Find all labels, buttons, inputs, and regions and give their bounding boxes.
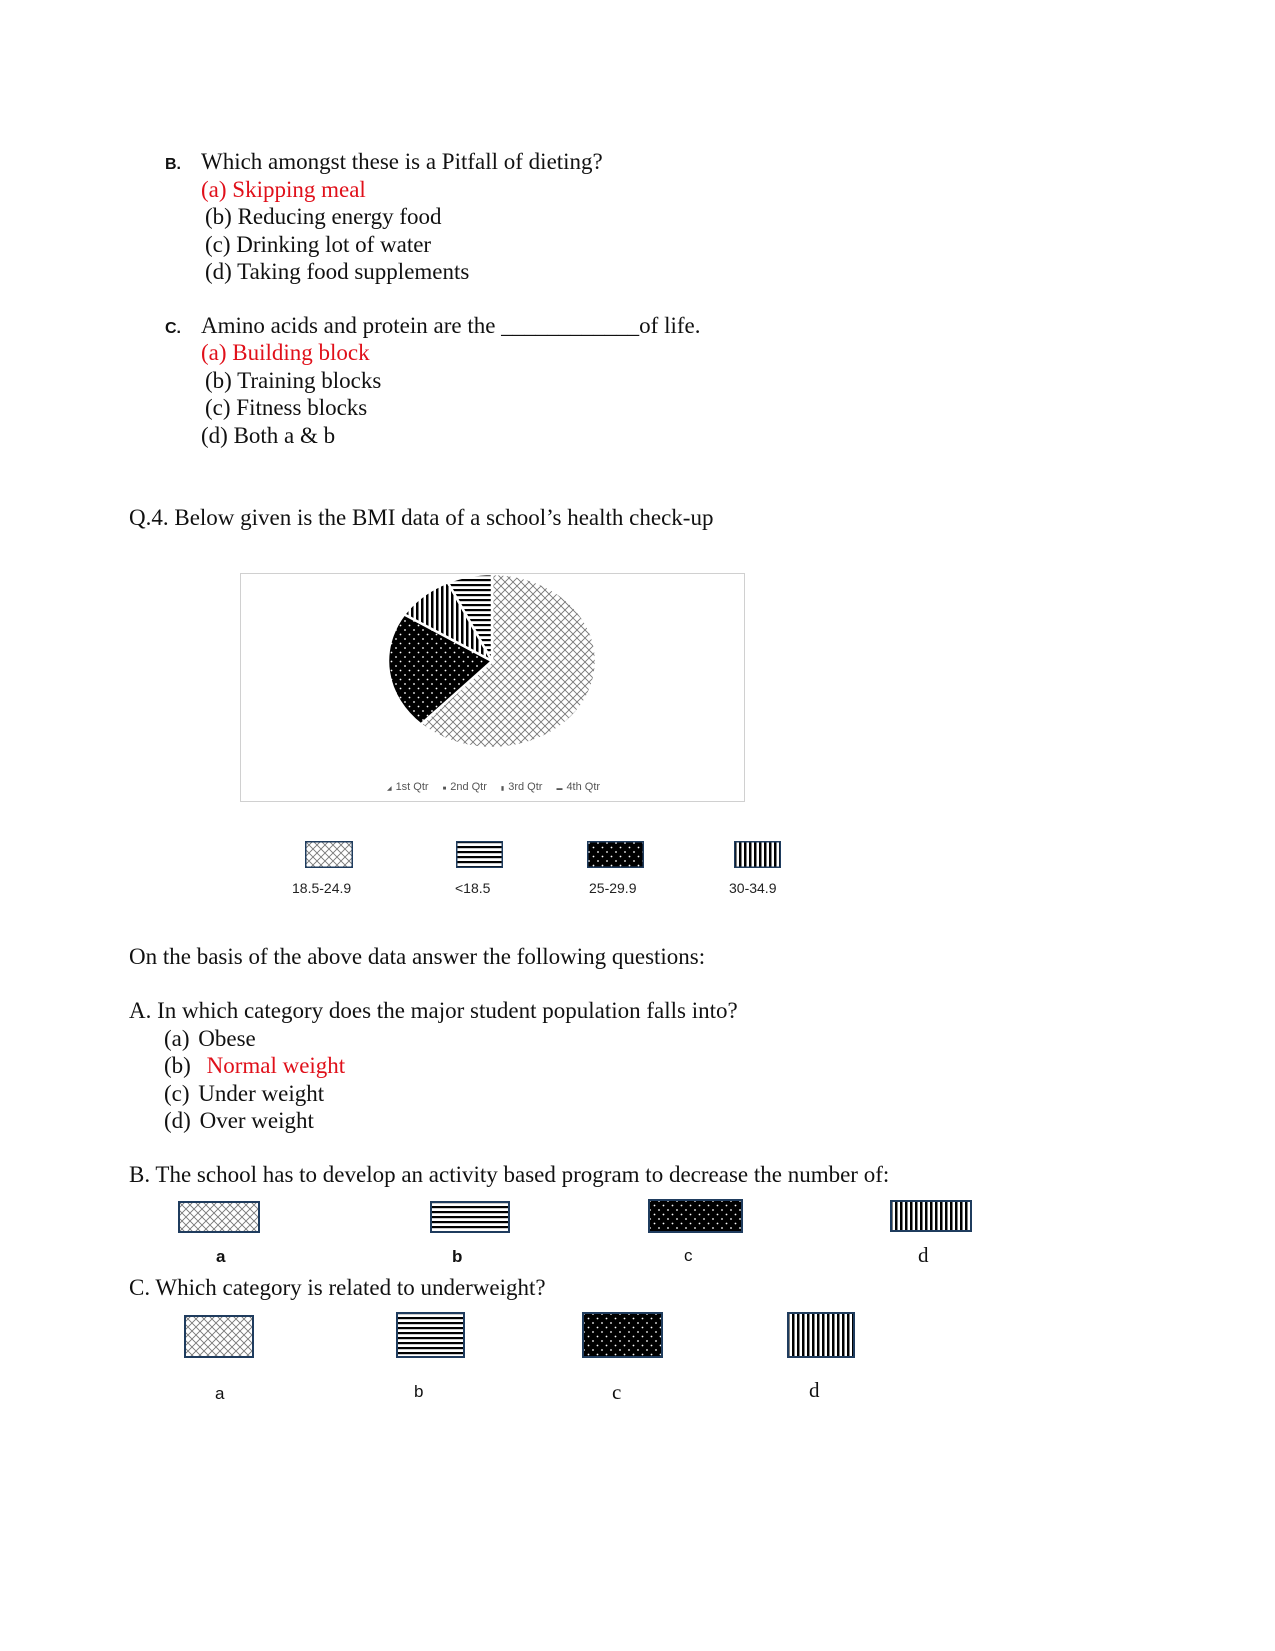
question-c-option-d: (d) Both a & b [201, 423, 336, 448]
legend-marker-icon: ◢ [386, 786, 392, 792]
legend-marker-icon: ▮ [500, 786, 505, 792]
pie-chart [241, 574, 743, 800]
pie-legend-label: 3rd Qtr [508, 781, 543, 793]
question-letter-b: B. [165, 156, 181, 173]
question-letter-c: C. [165, 320, 181, 337]
question-b2-choice-d-label: d [918, 1243, 929, 1267]
pie-legend-label: 4th Qtr [566, 781, 601, 793]
question-c-text: Amino acids and protein are the ____________of life. [201, 313, 701, 338]
option-prefix: (b) [164, 1053, 191, 1078]
bmi-key-swatch-normal [305, 841, 353, 873]
legend-marker-icon: ■ [442, 786, 447, 792]
option-label: Normal weight [206, 1053, 346, 1078]
pie-legend [241, 777, 746, 795]
pie-legend-label: 2nd Qtr [450, 781, 487, 793]
question-c-option-a: (a) Building block [201, 340, 370, 365]
question-b2-choice-b-label: b [452, 1247, 463, 1266]
question-b-option-a: (a) Skipping meal [201, 177, 366, 202]
question-b2-choice-a-label: a [216, 1247, 226, 1266]
question-c2-choice-d-label: d [809, 1378, 820, 1402]
instructions-text: On the basis of the above data answer the following questions: [129, 944, 706, 969]
option-label: Under weight [198, 1081, 325, 1106]
question-c2-choice-b-swatch[interactable] [396, 1312, 465, 1363]
q4-heading: Q.4. Below given is the BMI data of a school’s health check-up [129, 505, 714, 530]
question-b2-choice-a-swatch[interactable] [178, 1201, 260, 1238]
question-b2-choice-c-label: c [684, 1246, 693, 1265]
question-c2-choice-b-label: b [414, 1382, 424, 1401]
question-b-option-d: (d) Taking food supplements [205, 259, 470, 284]
bmi-key-label-over: 25-29.9 [589, 880, 637, 896]
question-b2-choice-b-swatch[interactable] [430, 1201, 510, 1238]
bmi-key-swatch-obese [734, 841, 781, 873]
pie-legend-item [443, 781, 487, 793]
option-prefix: (a) [164, 1026, 190, 1051]
bmi-key-swatch-under [456, 841, 503, 873]
option-prefix: (c) [164, 1081, 190, 1106]
question-b-option-c: (c) Drinking lot of water [205, 232, 432, 257]
option-label: Over weight [199, 1108, 314, 1133]
option-label: Obese [198, 1026, 256, 1051]
bmi-key-label-normal: 18.5-24.9 [292, 880, 352, 896]
question-a-option-c [164, 1080, 324, 1107]
pie-legend-item [387, 781, 429, 793]
question-a-text: A. In which category does the major student population falls into? [129, 998, 738, 1023]
question-c-option-b: (b) Training blocks [205, 368, 382, 393]
bmi-key-label-obese: 30-34.9 [729, 880, 777, 896]
legend-marker-icon: ▬ [556, 786, 563, 792]
question-a-option-a [164, 1025, 256, 1052]
question-c2-choice-c-label: c [612, 1380, 622, 1404]
question-a-option-d [164, 1107, 314, 1134]
bmi-key-swatch-over [587, 841, 644, 873]
option-prefix: (d) [164, 1108, 191, 1133]
pie-legend-item [501, 781, 543, 793]
question-c2-choice-a-swatch[interactable] [184, 1315, 254, 1363]
question-b-text: Which amongst these is a Pitfall of dieting? [201, 149, 603, 174]
pie-legend-label: 1st Qtr [395, 781, 429, 793]
question-c2-choice-c-swatch[interactable] [582, 1312, 663, 1363]
question-c2-text: C. Which category is related to underweight? [129, 1275, 546, 1300]
question-c2-choice-d-swatch[interactable] [787, 1312, 855, 1363]
pie-chart-frame [240, 573, 745, 802]
question-c-option-c: (c) Fitness blocks [205, 395, 368, 420]
pie-legend-item [556, 781, 600, 793]
bmi-key-label-under: <18.5 [455, 880, 491, 896]
question-b2-text: B. The school has to develop an activity based program to decrease the number of: [129, 1162, 890, 1187]
question-b-option-b: (b) Reducing energy food [205, 204, 442, 229]
question-b2-choice-d-swatch[interactable] [890, 1200, 972, 1237]
question-b2-choice-c-swatch[interactable] [648, 1199, 743, 1238]
question-a-option-b [164, 1052, 345, 1079]
question-c2-choice-a-label: a [215, 1384, 225, 1403]
